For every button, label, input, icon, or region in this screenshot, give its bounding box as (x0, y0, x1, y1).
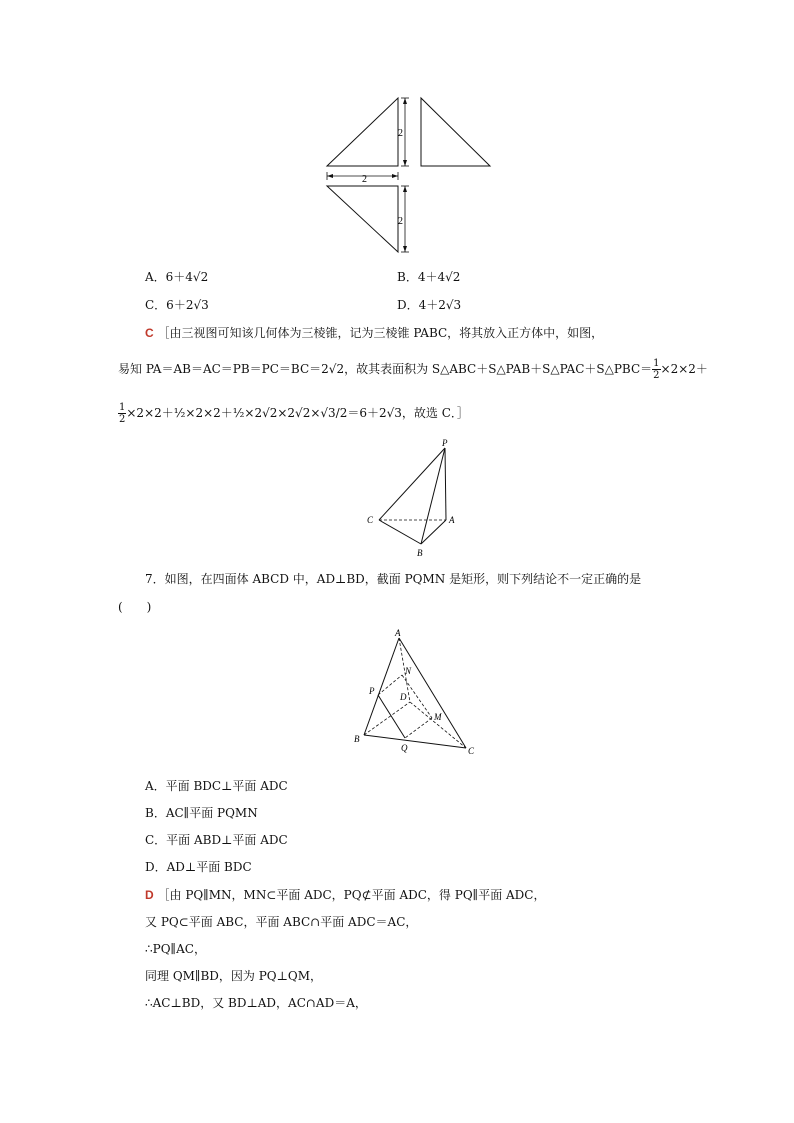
point-M: M (434, 712, 442, 722)
point-Q: Q (401, 743, 408, 753)
point-A: A (449, 515, 455, 525)
tetrahedron-figure (348, 628, 488, 760)
side-view (421, 98, 490, 166)
dim-label-h: 2 (362, 174, 367, 185)
q7-answer: D (145, 888, 154, 902)
q7-solution-line3: ∴PQ∥AC， (145, 942, 206, 956)
q6-option-d: D．4＋2√3 (397, 298, 462, 312)
q6-solution-text2: 易知 PA＝AB＝AC＝PB＝PC＝BC＝2√2，故其表面积为 S△ABC＋S△PAB＋S△PAC＋S△PBC＝ (118, 362, 653, 376)
q7-solution-text1: ［由 PQ∥MN，MN⊂平面 ADC，PQ⊄平面 ADC，得 PQ∥平面 ADC， (157, 888, 546, 902)
three-view-figure (320, 92, 500, 262)
half-fraction: $\frac{1}{2}$ (653, 358, 660, 381)
q6-option-c: C．6＋2√3 (145, 298, 209, 312)
q7-option-c: C．平面 ABD⊥平面 ADC (145, 833, 288, 847)
dim-label-v2: 2 (398, 216, 403, 227)
front-view (327, 98, 398, 166)
point-P: P (369, 686, 375, 696)
half-fraction-2: $\frac{1}{2}$ (119, 402, 126, 425)
q7-paren: ( ) (118, 600, 152, 614)
q6-solution-text3: ×2×2＋½×2×2＋½×2√2×2√2×√3/2＝6＋2√3，故选 C．］ (126, 406, 469, 420)
q6-option-a: A．6＋4√2 (145, 270, 209, 284)
q6-option-b: B．4＋4√2 (397, 270, 461, 284)
q6-solution-line3 (118, 402, 469, 425)
top-view (327, 186, 398, 252)
q6-solution-line2 (118, 358, 708, 381)
point-P: P (442, 438, 448, 448)
q6-solution-text2b: ×2×2＋ (660, 362, 708, 376)
point-N: N (405, 666, 412, 676)
q6-solution-line1 (145, 324, 603, 341)
q7-option-b: B．AC∥平面 PQMN (145, 806, 258, 820)
q7-solution-line5: ∴AC⊥BD，又 BD⊥AD，AC∩AD＝A， (145, 996, 367, 1010)
q7-solution-line2: 又 PQ⊂平面 ABC，平面 ABC∩平面 ADC＝AC， (145, 915, 418, 929)
dim-label-v1: 2 (398, 128, 403, 139)
point-A: A (395, 628, 401, 638)
q7-option-a: A．平面 BDC⊥平面 ADC (145, 779, 288, 793)
point-C: C (468, 746, 475, 756)
q7-stem: 7．如图，在四面体 ABCD 中，AD⊥BD，截面 PQMN 是矩形，则下列结论不一定正确的是 (145, 572, 642, 586)
pyramid-figure (362, 438, 462, 560)
point-B: B (354, 734, 360, 744)
q6-solution-text1: ［由三视图可知该几何体为三棱锥，记为三棱锥 PABC，将其放入正方体中，如图， (157, 326, 604, 340)
q7-option-d: D．AD⊥平面 BDC (145, 860, 252, 874)
q6-answer: C (145, 326, 154, 340)
q7-solution-line1 (145, 886, 546, 903)
q7-solution-line4: 同理 QM∥BD，因为 PQ⊥QM， (145, 969, 323, 983)
point-B: B (417, 548, 423, 558)
point-C: C (367, 515, 374, 525)
point-D: D (400, 692, 407, 702)
